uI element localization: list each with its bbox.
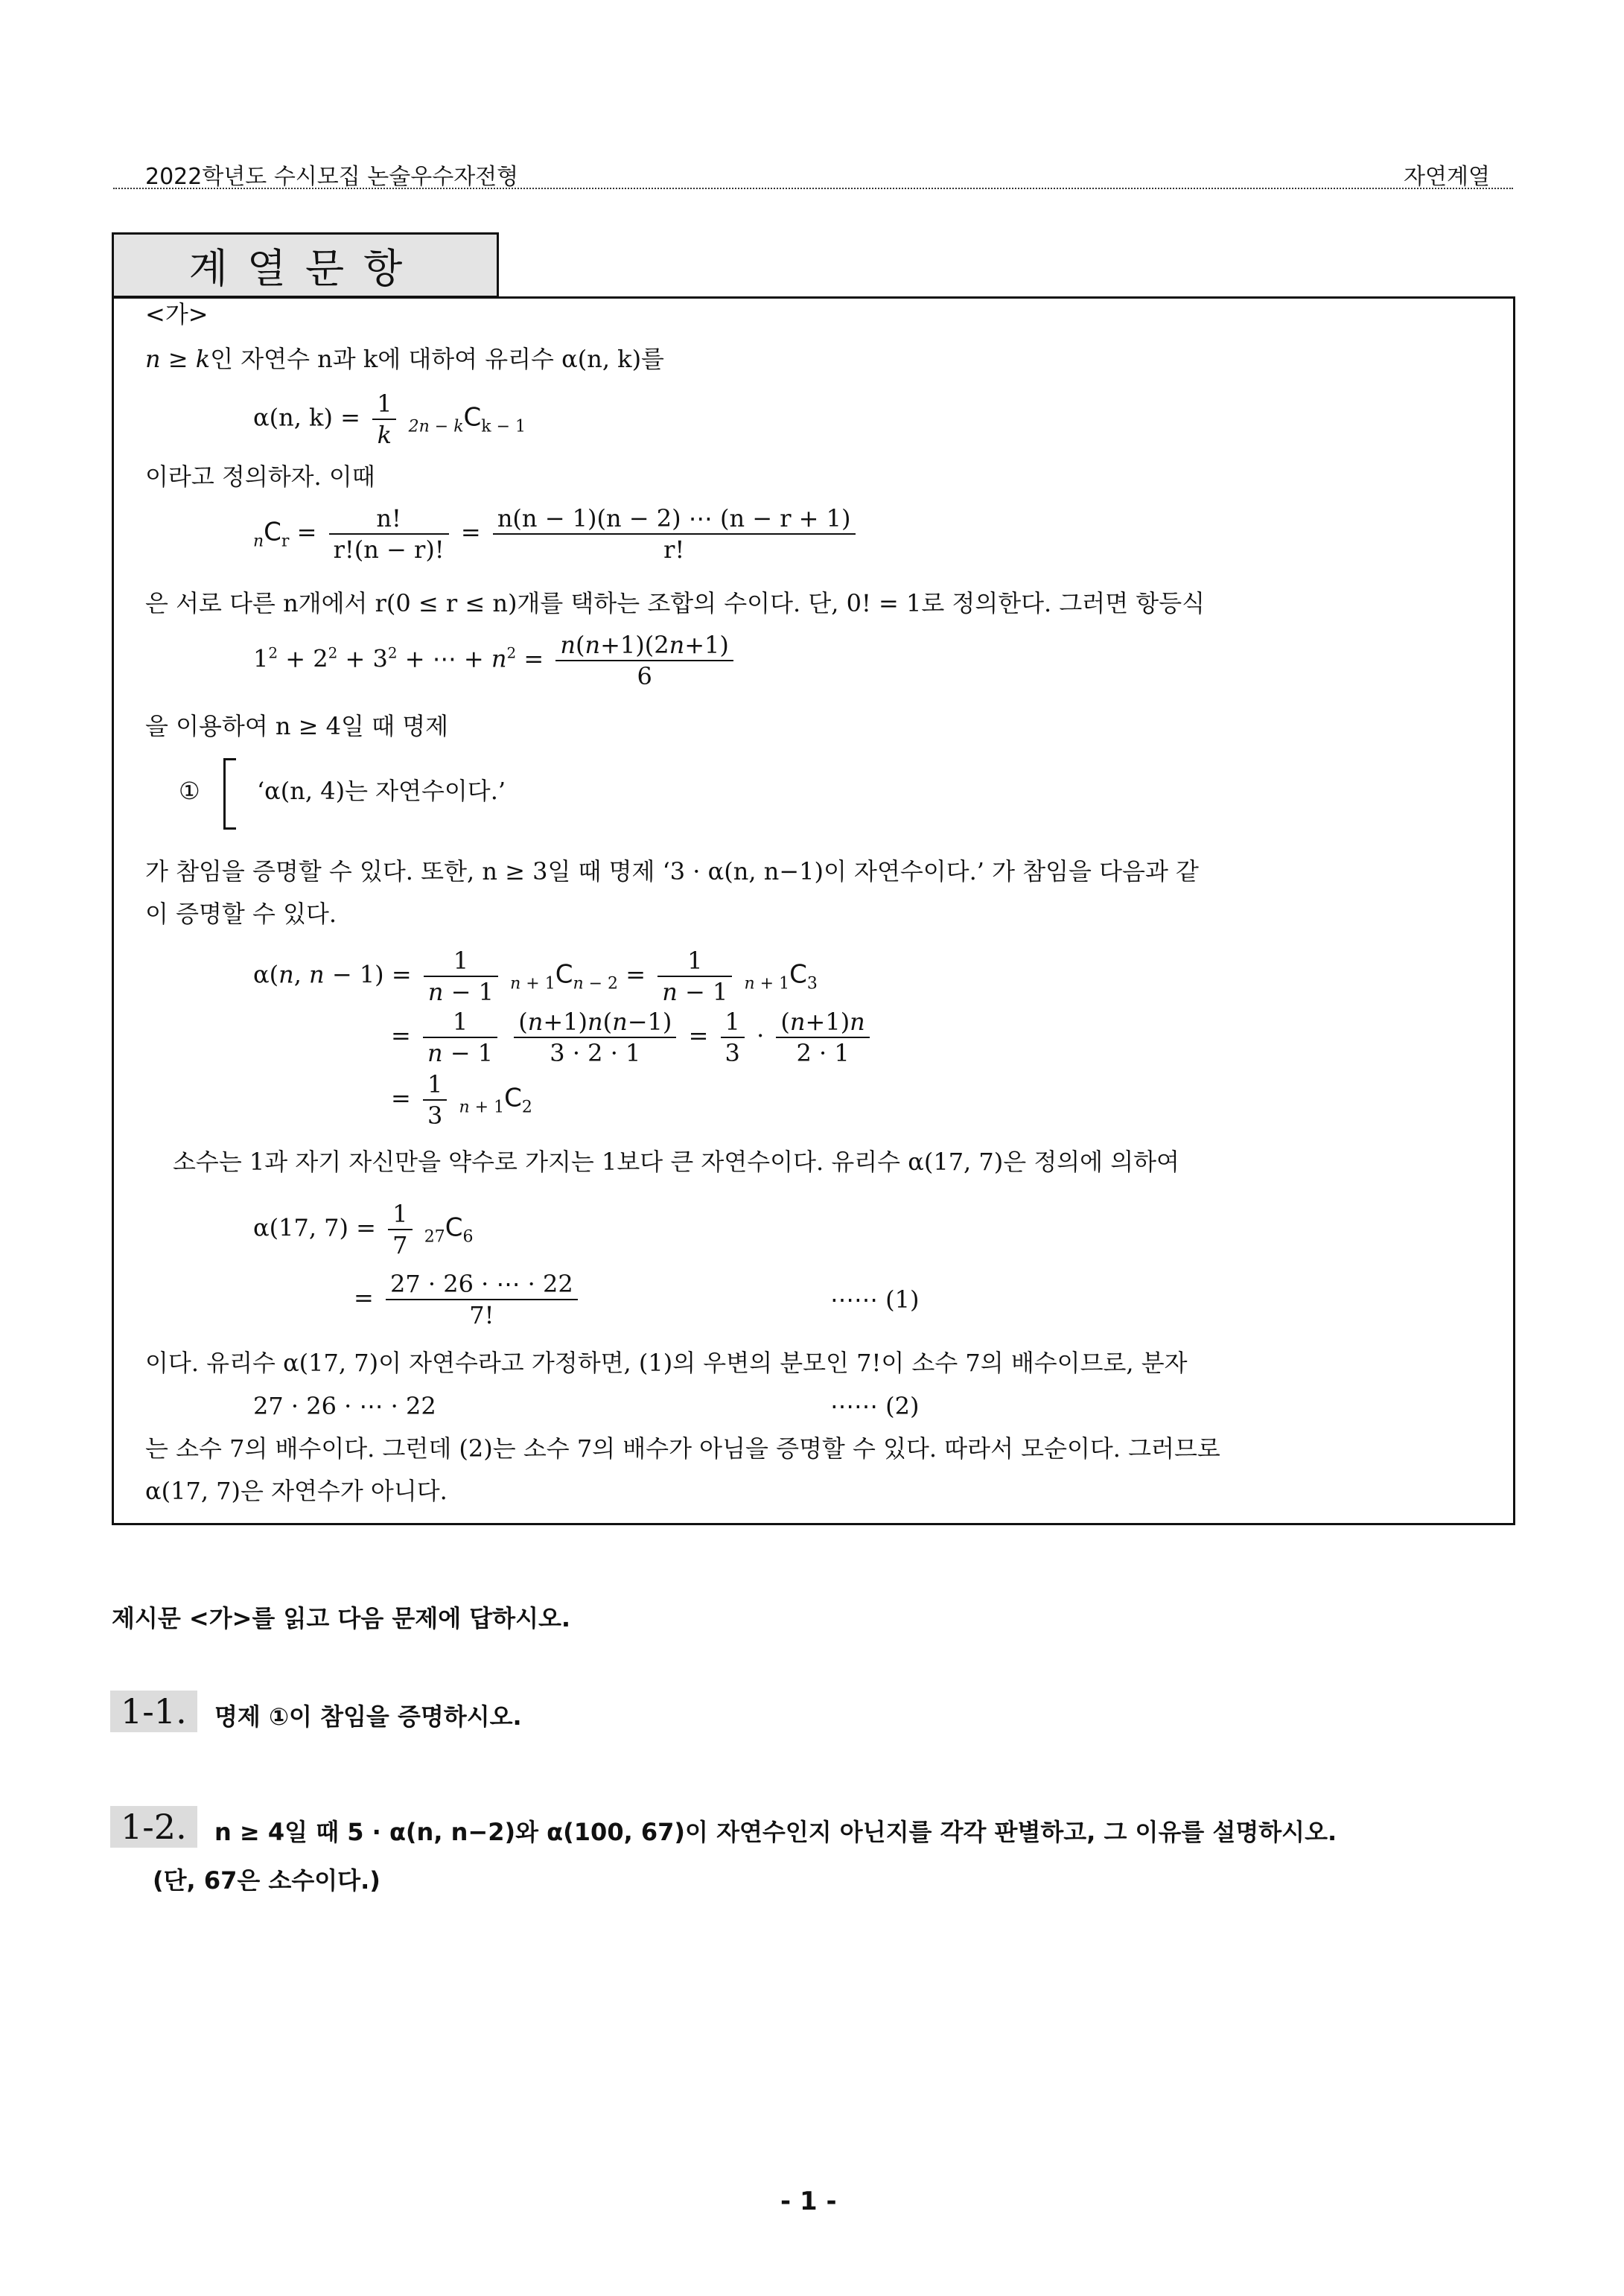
derivation-line-1: α(n, n − 1) = $\frac{1}{n - 1}$ $_{n + 1}C_{n - 2}$ = $\frac{1}{n - 1}$ $_{n + 1}C_3$: [253, 947, 818, 1006]
sum-of-squares-identity: $1^2 + 2^2 + 3^2$ + ⋯ + $n^2$ = $\frac{n(n+1)(2n+1)}{6}$: [253, 630, 738, 691]
equation-2-tag: ⋯⋯ (2): [830, 1392, 920, 1420]
page-number: - 1 -: [780, 2187, 837, 2216]
equation-1-tag: ⋯⋯ (1): [830, 1285, 920, 1314]
passage-line-7: 소수는 1과 자기 자신만을 약수로 가지는 1보다 큰 자연수이다. 유리수 α(17, 7)은 정의에 의하여: [173, 1148, 1179, 1176]
passage-line-10: α(17, 7)은 자연수가 아니다.: [145, 1477, 448, 1505]
alpha-17-7-definition: α(17, 7) = $\frac{1}{7}$ $_{27}C_6$: [253, 1200, 474, 1259]
question-1-2-note: (단, 67은 소수이다.): [153, 1866, 380, 1895]
passage-label: <가>: [145, 300, 208, 328]
question-1-1-label: 1-1.: [110, 1691, 197, 1732]
alpha-17-7-expansion: = $\frac{27 \cdot 26 \cdot \cdots \cdot 22}{7!}$: [354, 1269, 582, 1330]
derivation-line-2: = $\frac{1}{n - 1}$ $\frac{(n+1)n(n-1)}{3 \cdot 2 \cdot 1}$ = $\frac{1}{3}$ · $\frac{(n+1)n}{2 \cdot 1}$: [391, 1007, 874, 1068]
passage-line-5: 가 참임을 증명할 수 있다. 또한, n ≥ 3일 때 명제 ‘3 · α(n, n−1)이 자연수이다.’ 가 참임을 다음과 같: [145, 857, 1199, 885]
passage-line-2: 이라고 정의하자. 이때: [145, 462, 375, 491]
combination-formula: $_nC_r$ = $\frac{n!}{r!(n - r)!}$ = $\frac{n(n - 1)(n - 2) \cdots (n - r + 1)}{r!}$: [253, 503, 860, 565]
passage-line-6: 이 증명할 수 있다.: [145, 900, 337, 928]
section-tab: 계열문항: [112, 232, 499, 298]
passage-line-1: n ≥ k인 자연수 n과 k에 대하여 유리수 α(n, k)를: [145, 345, 664, 373]
instruction: 제시문 <가>를 읽고 다음 문제에 답하시오.: [112, 1604, 571, 1632]
passage-line-8: 이다. 유리수 α(17, 7)이 자연수라고 가정하면, (1)의 우변의 분모인 7!이 소수 7의 배수이므로, 분자: [145, 1349, 1188, 1377]
header-divider: [113, 188, 1513, 189]
header-category: 자연계열: [1404, 164, 1490, 190]
question-1-2-label: 1-2.: [110, 1806, 197, 1848]
statement-marker: ①: [179, 777, 200, 805]
question-1-2-text: n ≥ 4일 때 5 · α(n, n−2)와 α(100, 67)이 자연수인지 아닌지를 각각 판별하고, 그 이유를 설명하시오.: [214, 1818, 1337, 1846]
alpha-definition: α(n, k) = $\frac{1}{k}$ $_{2n - k}C_{k - 1}$: [253, 389, 526, 449]
equation-2: 27 · 26 · ⋯ · 22: [253, 1392, 436, 1420]
passage-line-3: 은 서로 다른 n개에서 r(0 ≤ r ≤ n)개를 택하는 조합의 수이다. 단, 0! = 1로 정의한다. 그러면 항등식: [145, 589, 1206, 617]
passage-line-9: 는 소수 7의 배수이다. 그런데 (2)는 소수 7의 배수가 아님을 증명할 수 있다. 따라서 모순이다. 그러므로: [145, 1434, 1220, 1463]
alpha-def-lhs: α(n, k) =: [253, 403, 360, 432]
statement-bracket: [223, 758, 236, 830]
statement-1: ‘α(n, 4)는 자연수이다.’: [257, 777, 506, 805]
question-1-1-text: 명제 ①이 참임을 증명하시오.: [214, 1702, 522, 1731]
header-title: 2022학년도 수시모집 논술우수자전형: [145, 164, 519, 190]
passage-line-1-text: 인 자연수 n과 k에 대하여 유리수 α(n, k)를: [210, 345, 664, 373]
derivation-line-3: = $\frac{1}{3}$ $_{n + 1}C_2$: [391, 1070, 532, 1130]
passage-line-4: 을 이용하여 n ≥ 4일 때 명제: [145, 712, 449, 740]
